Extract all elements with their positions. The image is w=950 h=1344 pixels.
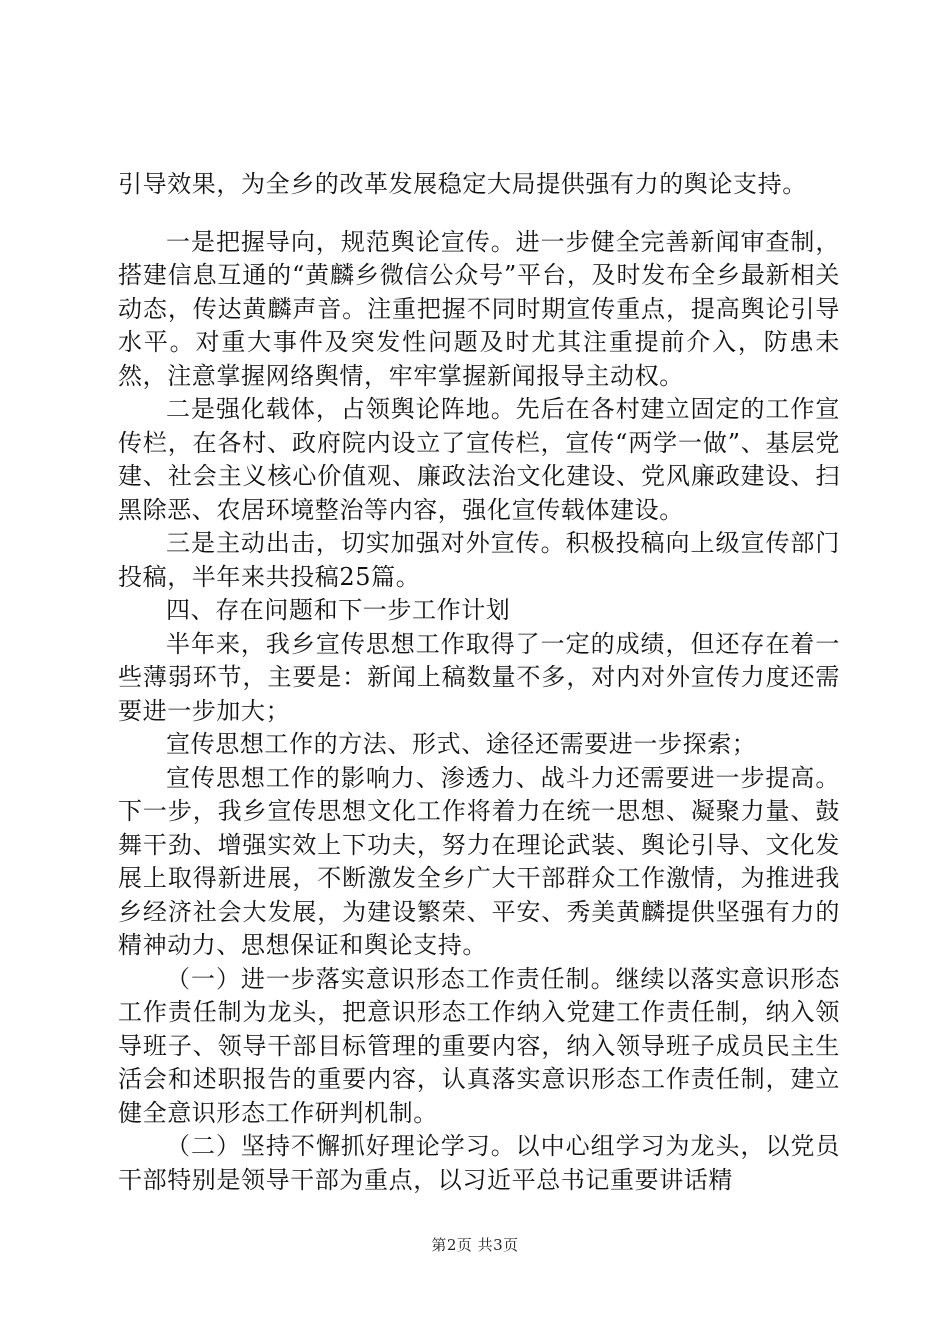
paragraph-item-two: 二是强化载体，占领舆论阵地。先后在各村建立固定的工作宣传栏，在各村、政府院内设立了宣传栏，宣传“两学一做”、基层党建、社会主义核心价值观、廉政法治文化建设、党风廉政建设、扫黑除恶、农居环境整治等内容，强化宣传载体建设。 [118, 395, 840, 524]
page-footer [0, 1235, 950, 1255]
paragraph-subsection-two: （二）坚持不懈抓好理论学习。以中心组学习为龙头，以党员干部特别是领导干部为重点，以习近平总书记重要讲话精 [118, 1132, 840, 1194]
paragraph-item-one: 一是把握导向，规范舆论宣传。进一步健全完善新闻审查制，搭建信息互通的“黄麟乡微信公众号”平台，及时发布全乡最新相关动态，传达黄麟声音。注重把握不同时期宣传重点，提高舆论引导水平。对重大事件及突发性问题及时尤其注重提前介入，防患未然，注意掌握网络舆情，牢牢掌握新闻报导主动权。 [118, 227, 840, 390]
page-number-indicator: 第2页 共3页 [431, 1236, 519, 1254]
paragraph-problems: 半年来，我乡宣传思想工作取得了一定的成绩，但还存在着一些薄弱环节，主要是：新闻上稿数量不多，对内对外宣传力度还需要进一步加大； [118, 629, 840, 725]
paragraph-methods: 宣传思想工作的方法、形式、途径还需要进一步探索； [166, 730, 757, 758]
paragraph-subsection-one: （一）进一步落实意识形态工作责任制。继续以落实意识形态工作责任制为龙头，把意识形态工作纳入党建工作责任制，纳入领导班子、领导干部目标管理的重要内容，纳入领导班子成员民主生活会和述职报告的重要内容，认真落实意识形态工作责任制，建立健全意识形态工作研判机制。 [118, 964, 840, 1127]
paragraph-item-three: 三是主动出击，切实加强对外宣传。积极投稿向上级宣传部门投稿，半年来共投稿25篇。 [118, 529, 840, 591]
paragraph-continuation: 引导效果，为全乡的改革发展稳定大局提供强有力的舆论支持。 [118, 170, 807, 198]
section-heading-four: 四、存在问题和下一步工作计划 [166, 596, 511, 624]
paragraph-next-steps: 宣传思想工作的影响力、渗透力、战斗力还需要进一步提高。下一步，我乡宣传思想文化工作将着力在统一思想、凝聚力量、鼓舞干劲、增强实效上下功夫，努力在理论武装、舆论引导、文化发展上取得新进展，不断激发全乡广大干部群众工作激情，为推进我乡经济社会大发展，为建设繁荣、平安、秀美黄麟提供坚强有力的精神动力、思想保证和舆论支持。 [118, 763, 840, 959]
document-body [118, 168, 840, 1197]
